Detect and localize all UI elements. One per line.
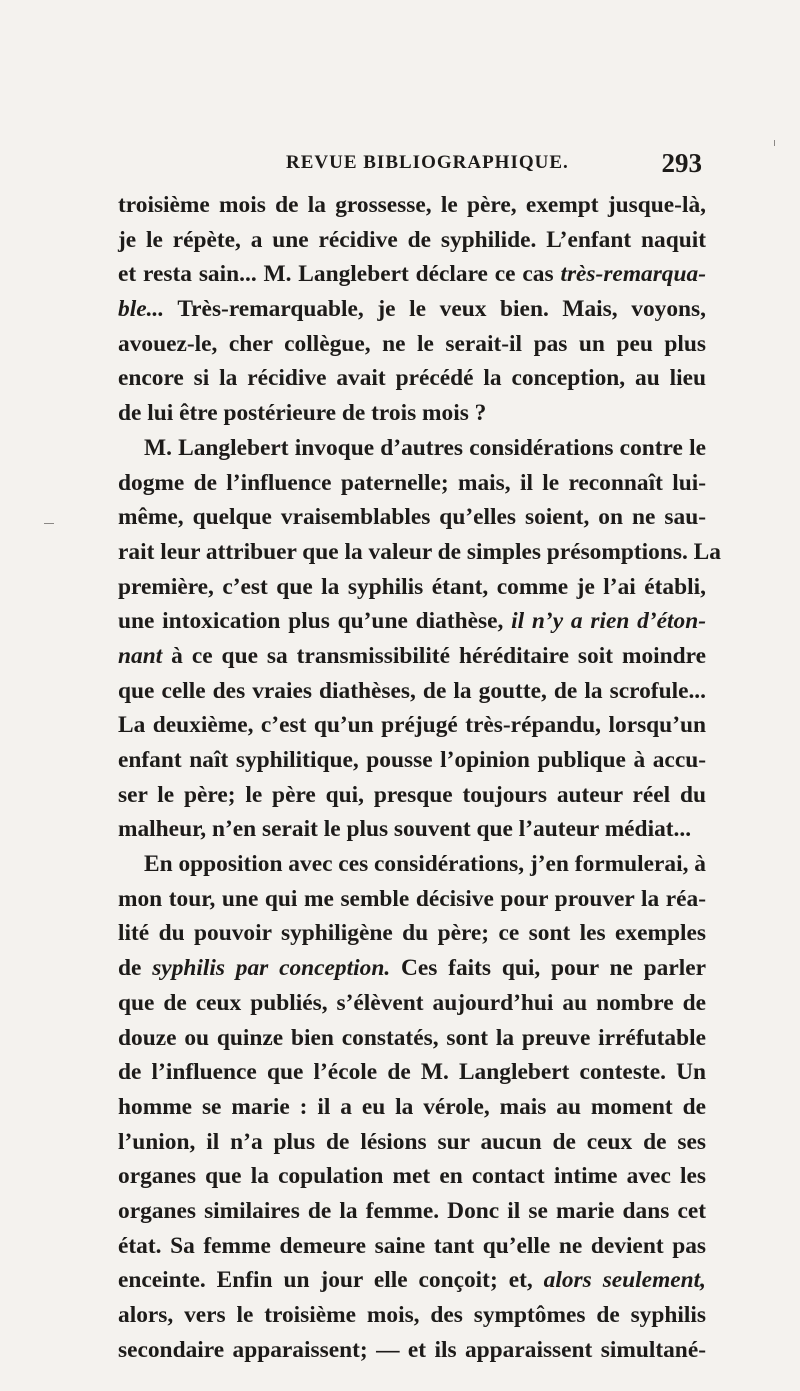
text-run: enfant naît syphilitique, pousse l’opinion publique à accu- — [118, 747, 706, 773]
text-line — [118, 535, 721, 570]
text-run: à ce que sa transmissibilité héréditaire soit moindre — [162, 642, 706, 669]
text-line — [118, 570, 706, 605]
text-run: douze ou quinze bien constatés, sont la preuve irréfutable — [118, 1024, 706, 1051]
text-run: Ces faits qui, pour ne parler — [390, 955, 706, 982]
text-line — [118, 500, 706, 535]
text-line — [118, 1194, 706, 1229]
text-line — [118, 1090, 706, 1125]
text-run: état. Sa femme demeure saine tant qu’elle ne devient pas — [118, 1232, 706, 1259]
margin-mark — [774, 140, 775, 146]
text-line — [118, 778, 706, 813]
text-line — [118, 1298, 706, 1333]
text-line — [118, 396, 706, 431]
text-line — [118, 1333, 706, 1368]
text-run: organes que la copulation met en contact intime avec les — [118, 1163, 706, 1190]
text-run: La deuxième, c’est qu’un préjugé très-répandu, lorsqu’un — [118, 712, 706, 739]
text-run: rait leur attribuer que la valeur de simples présomptions. La — [118, 538, 721, 565]
text-run: troisième mois de la grossesse, le père, exempt jusque-là, — [118, 192, 706, 218]
body-text — [118, 188, 721, 1367]
running-head: REVUE BIBLIOGRAPHIQUE. — [286, 152, 569, 173]
text-line — [118, 639, 706, 674]
text-run: En opposition avec ces considérations, j’en formulerai, à — [144, 851, 706, 878]
text-run: homme se marie : il a eu la vérole, mais au moment de — [118, 1093, 706, 1120]
text-line — [118, 812, 706, 847]
text-run: de — [118, 955, 153, 982]
margin-mark — [44, 523, 54, 524]
text-run: que celle des vraies diathèses, de la goutte, de la scrofule... — [118, 677, 706, 704]
text-line — [118, 1159, 706, 1194]
text-line — [118, 986, 706, 1021]
text-run: ser le père; le père qui, presque toujours auteur réel du — [118, 781, 706, 808]
text-line — [118, 1229, 706, 1264]
text-run: malheur, n’en serait le plus souvent que l’auteur médiat... — [118, 816, 692, 843]
text-run: mon tour, une qui me semble décisive pour prouver la réa- — [118, 885, 706, 912]
text-run: et resta sain... M. Langlebert déclare ce cas — [118, 261, 561, 288]
text-run: secondaire apparaissent; — et ils apparaissent simultané- — [118, 1336, 706, 1363]
italic-text: ble... — [118, 296, 165, 323]
text-line — [118, 882, 706, 917]
page-number: 293 — [661, 148, 702, 178]
text-line — [118, 708, 706, 743]
italic-text: alors seulement, — [543, 1267, 706, 1294]
text-run: de lui être postérieure de trois mois ? — [118, 400, 487, 427]
text-line — [118, 951, 706, 986]
text-run: lité du pouvoir syphiligène du père; ce sont les exemples — [118, 920, 706, 947]
text-run: même, quelque vraisemblables qu’elles soient, on ne sau- — [118, 504, 706, 531]
text-line — [118, 1263, 706, 1298]
text-line — [118, 1055, 706, 1090]
text-line — [118, 916, 706, 951]
text-run: une intoxication plus qu’une diathèse, — [118, 608, 512, 635]
text-line — [118, 431, 706, 466]
text-line — [118, 1021, 706, 1056]
text-line — [118, 1125, 706, 1160]
italic-text: syphilis par conception. — [152, 955, 391, 982]
text-line — [118, 223, 706, 258]
text-run: avouez-le, cher collègue, ne le serait-il pas un peu plus — [118, 330, 706, 357]
page-header — [118, 148, 706, 184]
text-run: dogme de l’influence paternelle; mais, il le reconnaît lui- — [118, 469, 706, 496]
text-run: enceinte. Enfin un jour elle conçoit; et, — [118, 1267, 544, 1294]
text-line — [118, 743, 706, 778]
text-line — [118, 188, 706, 223]
text-line — [118, 292, 706, 327]
italic-text: il n’y a rien d’éton- — [511, 608, 706, 635]
text-run: l’union, il n’a plus de lésions sur aucun de ceux de ses — [118, 1128, 706, 1155]
text-run: organes similaires de la femme. Donc il se marie dans cet — [118, 1197, 706, 1224]
text-line — [118, 604, 706, 639]
text-run: alors, vers le troisième mois, des symptômes de syphilis — [118, 1302, 706, 1328]
text-run: première, c’est que la syphilis étant, comme je l’ai établi, — [118, 573, 706, 600]
text-run: que de ceux publiés, s’élèvent aujourd’hui au nombre de — [118, 989, 706, 1016]
text-line — [118, 361, 706, 396]
text-run: Très-remarquable, je le veux bien. Mais, voyons, — [164, 296, 706, 323]
text-line — [118, 327, 706, 362]
text-run: encore si la récidive avait précédé la conception, au lieu — [118, 365, 706, 392]
italic-text: nant — [118, 642, 163, 669]
italic-text: très-remarqua- — [560, 261, 706, 288]
text-run: je le répète, a une récidive de syphilide. L’enfant naquit — [118, 226, 706, 253]
text-line — [118, 674, 706, 709]
text-run: de l’influence que l’école de M. Langlebert conteste. Un — [118, 1059, 706, 1086]
text-run: M. Langlebert invoque d’autres considérations contre le — [144, 434, 706, 461]
text-line — [118, 257, 706, 292]
text-line — [118, 847, 706, 882]
text-line — [118, 466, 706, 501]
